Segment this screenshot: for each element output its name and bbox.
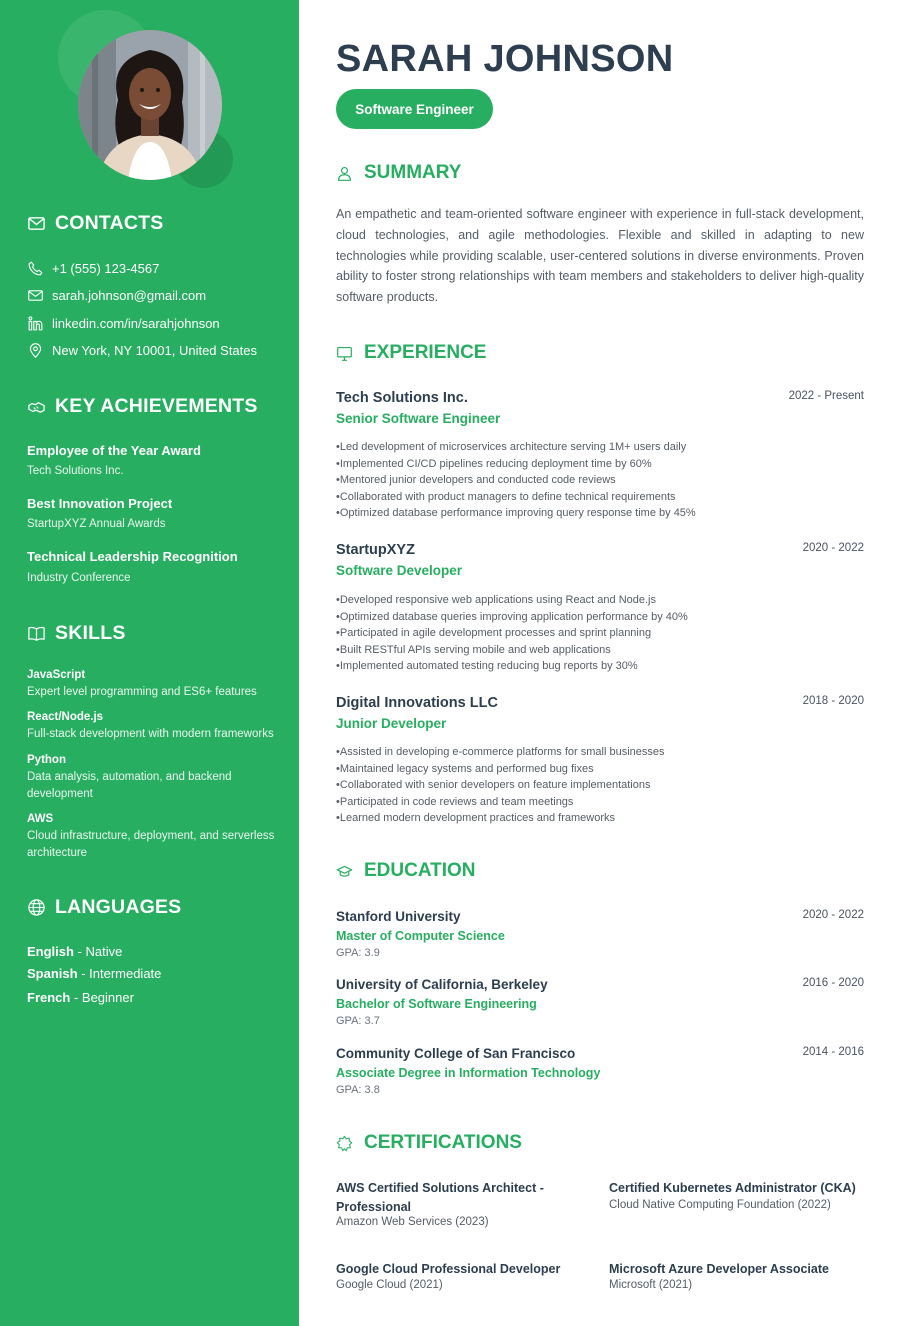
certification-name: Google Cloud Professional Developer xyxy=(336,1262,561,1276)
job-company: Digital Innovations LLC xyxy=(336,695,498,711)
sidebar xyxy=(0,0,299,1326)
gpa-value: GPA: 3.9 xyxy=(336,947,380,959)
certification-name: Certified Kubernetes Administrator (CKA) xyxy=(609,1181,856,1195)
location-text: New York, NY 10001, United States xyxy=(52,343,257,358)
education-dates: 2020 - 2022 xyxy=(802,909,864,921)
summary-text: An empathetic and team-oriented software engineer with experience in full-stack development, cloud technologies, and agile methodologies. Flexible and skilled in adapting to new technologies while providing scalable, user-centered solutions in diverse environments. Proven ability to foster strong relationships with team members and stakeholders to deliver high-quality software products. xyxy=(336,207,864,305)
list-item: • Assisted in developing e-commerce platforms for small businesses xyxy=(336,744,864,761)
contact-phone[interactable] xyxy=(27,260,159,277)
education-dates: 2014 - 2016 xyxy=(802,1046,864,1058)
envelope-icon xyxy=(27,287,44,304)
job-dates: 2022 - Present xyxy=(788,390,864,402)
email-text[interactable]: sarah.johnson@gmail.com xyxy=(52,288,207,303)
job-company: Tech Solutions Inc. xyxy=(336,390,468,406)
list-item: • Participated in agile development processes and sprint planning xyxy=(336,625,864,642)
list-item: • Collaborated with senior developers on feature implementations xyxy=(336,777,864,794)
list-item: • Collaborated with product managers to define technical requirements xyxy=(336,489,864,506)
envelope-icon xyxy=(27,214,46,233)
language-item: French - Beginner xyxy=(27,990,134,1005)
list-item: • Mentored junior developers and conducted code reviews xyxy=(336,472,864,489)
profile-photo-illustration xyxy=(78,30,222,180)
linkedin-icon xyxy=(27,315,44,332)
achievement-org: StartupXYZ Annual Awards xyxy=(27,518,166,530)
achievements-heading: KEY ACHIEVEMENTS xyxy=(27,395,258,418)
achievement-org: Tech Solutions Inc. xyxy=(27,465,124,477)
education-dates: 2016 - 2020 xyxy=(802,977,864,989)
job-title: Software Developer xyxy=(336,563,463,578)
list-item: • Learned modern development practices and frameworks xyxy=(336,810,864,827)
experience-heading: EXPERIENCE xyxy=(336,342,486,364)
contact-location xyxy=(27,342,257,359)
list-item: • Led development of microservices architecture serving 1M+ users daily xyxy=(336,439,864,456)
monitor-icon xyxy=(336,345,353,362)
globe-icon xyxy=(27,898,46,917)
languages-heading: LANGUAGES xyxy=(27,896,181,919)
job-dates: 2020 - 2022 xyxy=(802,542,864,554)
skill-description: Expert level programming and ES6+ features xyxy=(27,686,257,698)
job-dates: 2018 - 2020 xyxy=(802,695,864,707)
certification-name: Microsoft Azure Developer Associate xyxy=(609,1262,829,1276)
job-title: Senior Software Engineer xyxy=(336,411,501,426)
degree-name: Master of Computer Science xyxy=(336,929,505,943)
list-item: • Optimized database performance improving query response time by 45% xyxy=(336,505,864,522)
gpa-value: GPA: 3.8 xyxy=(336,1084,380,1096)
list-item: • Maintained legacy systems and performed bug fixes xyxy=(336,761,864,778)
skill-name: JavaScript xyxy=(27,669,86,681)
achievement-title: Technical Leadership Recognition xyxy=(27,549,238,564)
contact-email[interactable] xyxy=(27,287,206,304)
handshake-icon xyxy=(27,397,46,416)
profile-photo xyxy=(78,30,222,180)
achievement-title: Best Innovation Project xyxy=(27,496,173,511)
certificate-badge-icon xyxy=(336,1135,353,1152)
summary-heading: SUMMARY xyxy=(336,162,461,184)
user-icon xyxy=(336,165,353,182)
linkedin-text[interactable]: linkedin.com/in/sarahjohnson xyxy=(52,316,220,331)
skill-description: Data analysis, automation, and backend development xyxy=(27,771,232,800)
degree-name: Bachelor of Software Engineering xyxy=(336,997,537,1011)
list-item: • Built RESTful APIs serving mobile and web applications xyxy=(336,642,864,659)
phone-icon xyxy=(27,260,44,277)
gpa-value: GPA: 3.7 xyxy=(336,1015,380,1027)
school-name: University of California, Berkeley xyxy=(336,977,548,992)
list-item: • Developed responsive web applications using React and Node.js xyxy=(336,592,864,609)
phone-text[interactable]: +1 (555) 123-4567 xyxy=(52,261,160,276)
contact-linkedin[interactable] xyxy=(27,315,220,332)
job-responsibilities xyxy=(336,744,864,827)
skill-name: React/Node.js xyxy=(27,711,104,723)
list-item: • Optimized database queries improving application performance by 40% xyxy=(336,609,864,626)
degree-name: Associate Degree in Information Technology xyxy=(336,1066,601,1080)
school-name: Stanford University xyxy=(336,909,461,924)
achievement-org: Industry Conference xyxy=(27,572,131,584)
language-item: Spanish - Intermediate xyxy=(27,966,162,981)
role-badge: Software Engineer xyxy=(336,89,493,129)
achievement-title: Employee of the Year Award xyxy=(27,443,201,458)
job-responsibilities xyxy=(336,439,864,522)
language-item: English - Native xyxy=(27,944,123,959)
candidate-name: SARAH JOHNSON xyxy=(336,38,674,80)
skill-description: Cloud infrastructure, deployment, and serverless architecture xyxy=(27,830,275,859)
skill-description: Full-stack development with modern frameworks xyxy=(27,728,274,740)
skill-name: AWS xyxy=(27,813,54,825)
certification-issuer: Microsoft (2021) xyxy=(609,1279,693,1291)
job-title: Junior Developer xyxy=(336,716,447,731)
skill-name: Python xyxy=(27,754,66,766)
skills-heading: SKILLS xyxy=(27,622,126,645)
certification-issuer: Cloud Native Computing Foundation (2022) xyxy=(609,1199,831,1211)
school-name: Community College of San Francisco xyxy=(336,1046,576,1061)
graduation-cap-icon xyxy=(336,863,353,880)
open-book-icon xyxy=(27,624,46,643)
certification-issuer: Google Cloud (2021) xyxy=(336,1279,443,1291)
certification-name: AWS Certified Solutions Architect - Professional xyxy=(336,1181,544,1214)
contacts-heading: CONTACTS xyxy=(27,212,163,235)
list-item: • Participated in code reviews and team meetings xyxy=(336,794,864,811)
location-pin-icon xyxy=(27,342,44,359)
job-company: StartupXYZ xyxy=(336,542,415,558)
list-item: • Implemented automated testing reducing bug reports by 30% xyxy=(336,658,864,675)
certification-issuer: Amazon Web Services (2023) xyxy=(336,1216,489,1228)
certifications-heading: CERTIFICATIONS xyxy=(336,1132,522,1154)
job-responsibilities xyxy=(336,592,864,675)
list-item: • Implemented CI/CD pipelines reducing deployment time by 60% xyxy=(336,456,864,473)
education-heading: EDUCATION xyxy=(336,860,476,882)
